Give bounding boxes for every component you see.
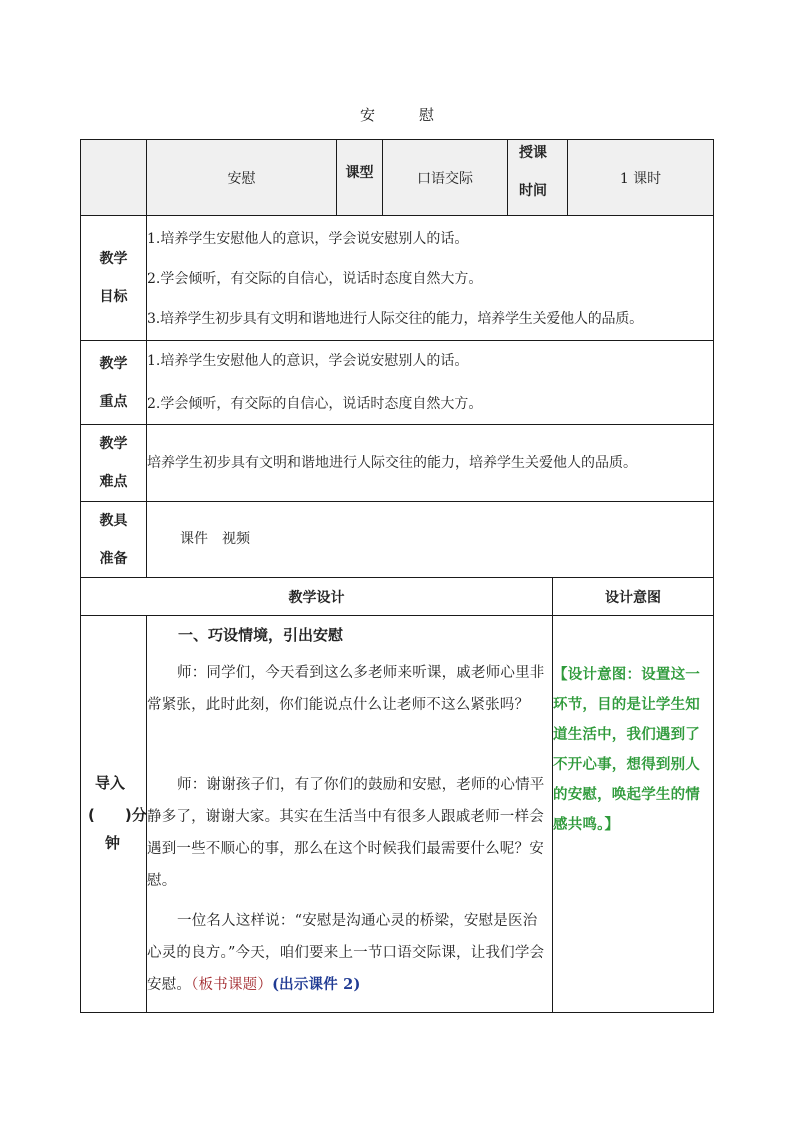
goal-item-2: 2.学会倾听，有交际的自信心，说话时态度自然大方。 bbox=[147, 271, 483, 287]
key-point-item-1: 1.培养学生安慰他人的意识，学会说安慰别人的话。 bbox=[147, 353, 469, 369]
time-value-cell bbox=[568, 140, 713, 215]
goals-label-line1: 教学 bbox=[99, 251, 128, 267]
difficulties-text: 培养学生初步具有文明和谐地进行人际交往的能力，培养学生关爱他人的品质。 bbox=[147, 455, 637, 471]
type-label: 课型 bbox=[345, 165, 374, 181]
section-label-line3: 钟 bbox=[105, 834, 121, 852]
section-label-line1: 导入 bbox=[95, 774, 126, 792]
title-part-1: 安 bbox=[359, 106, 375, 124]
section-heading: 一、巧设情境，引出安慰 bbox=[178, 626, 344, 644]
board-note: （板书课题） bbox=[191, 977, 273, 993]
paragraph-1: 师：同学们，今天看到这么多老师来听课，戚老师心里非常紧张，此时此刻，你们能说点什么让老师不这么紧张吗？ bbox=[147, 665, 545, 713]
section-label bbox=[81, 616, 146, 1012]
difficulties-label-line2: 难点 bbox=[99, 474, 128, 490]
header-divider-1 bbox=[336, 139, 337, 215]
difficulties-label bbox=[81, 425, 146, 501]
paragraph-3-main: 一位名人这样说：“安慰是沟通心灵的桥梁，安慰是医治心灵的良方。”今天，咱们要来上一节口语交际课，让我们学会安慰。 bbox=[147, 913, 545, 993]
key-points-label-line1: 教学 bbox=[99, 355, 128, 372]
goal-item-3: 3.培养学生初步具有文明和谐地进行人际交往的能力，培养学生关爱他人的品质。 bbox=[147, 311, 643, 327]
goals-label-line2: 目标 bbox=[99, 289, 128, 305]
row-divider-1 bbox=[80, 215, 714, 216]
table-border-bottom bbox=[80, 1012, 714, 1013]
section-label-line2: ( )分 bbox=[88, 806, 147, 824]
title-part-2: 慰 bbox=[419, 106, 435, 124]
row-divider-4 bbox=[80, 501, 714, 502]
topic-value: 安慰 bbox=[227, 170, 256, 187]
key-point-item-2: 2.学会倾听，有交际的自信心，说话时态度自然大方。 bbox=[147, 396, 483, 412]
tools-label bbox=[81, 502, 146, 577]
row-divider-3 bbox=[80, 424, 714, 425]
tools-label-line1: 教具 bbox=[99, 512, 128, 529]
type-value: 口语交际 bbox=[417, 170, 473, 187]
intent-header-label: 设计意图 bbox=[605, 589, 661, 606]
header-blank-cell bbox=[81, 140, 146, 215]
header-divider-2 bbox=[382, 139, 383, 215]
time-label-cell bbox=[508, 140, 567, 215]
type-label-cell bbox=[337, 140, 382, 215]
document-title bbox=[0, 104, 794, 125]
row-divider-6 bbox=[80, 615, 714, 616]
courseware-note: (出示课件 2) bbox=[272, 976, 361, 993]
time-label-line2: 时间 bbox=[519, 183, 547, 199]
intent-header bbox=[553, 578, 713, 615]
topic-cell bbox=[147, 140, 336, 215]
header-divider-3 bbox=[507, 139, 508, 215]
row-divider-2 bbox=[80, 340, 714, 341]
type-value-cell bbox=[383, 140, 507, 215]
paragraph-3 bbox=[147, 905, 551, 1001]
intent-text: 【设计意图：设置这一环节，目的是让学生知道生活中，我们遇到了不开心事，想得到别人的安慰，唤起学生的情感共鸣。】 bbox=[553, 666, 700, 833]
design-header bbox=[81, 578, 552, 615]
time-value: 1 课时 bbox=[619, 170, 662, 187]
tools-text: 课件 视频 bbox=[180, 531, 250, 547]
goal-item-1: 1.培养学生安慰他人的意识，学会说安慰别人的话。 bbox=[147, 231, 469, 247]
difficulties-label-line1: 教学 bbox=[99, 436, 128, 452]
time-label-line1: 授课 bbox=[519, 145, 547, 161]
paragraph-2: 师：谢谢孩子们，有了你们的鼓励和安慰，老师的心情平静多了，谢谢大家。其实在生活当中有很多人跟戚老师一样会遇到一些不顺心的事，那么在这个时候我们最需要什么呢？安慰。 bbox=[147, 777, 545, 889]
key-points-label-line2: 重点 bbox=[99, 393, 128, 410]
goals-label bbox=[81, 216, 146, 340]
key-points-label bbox=[81, 341, 146, 424]
table-border-right bbox=[713, 139, 714, 1013]
design-header-label: 教学设计 bbox=[288, 589, 345, 606]
tools-label-line2: 准备 bbox=[99, 550, 128, 567]
header-divider-4 bbox=[567, 139, 568, 215]
